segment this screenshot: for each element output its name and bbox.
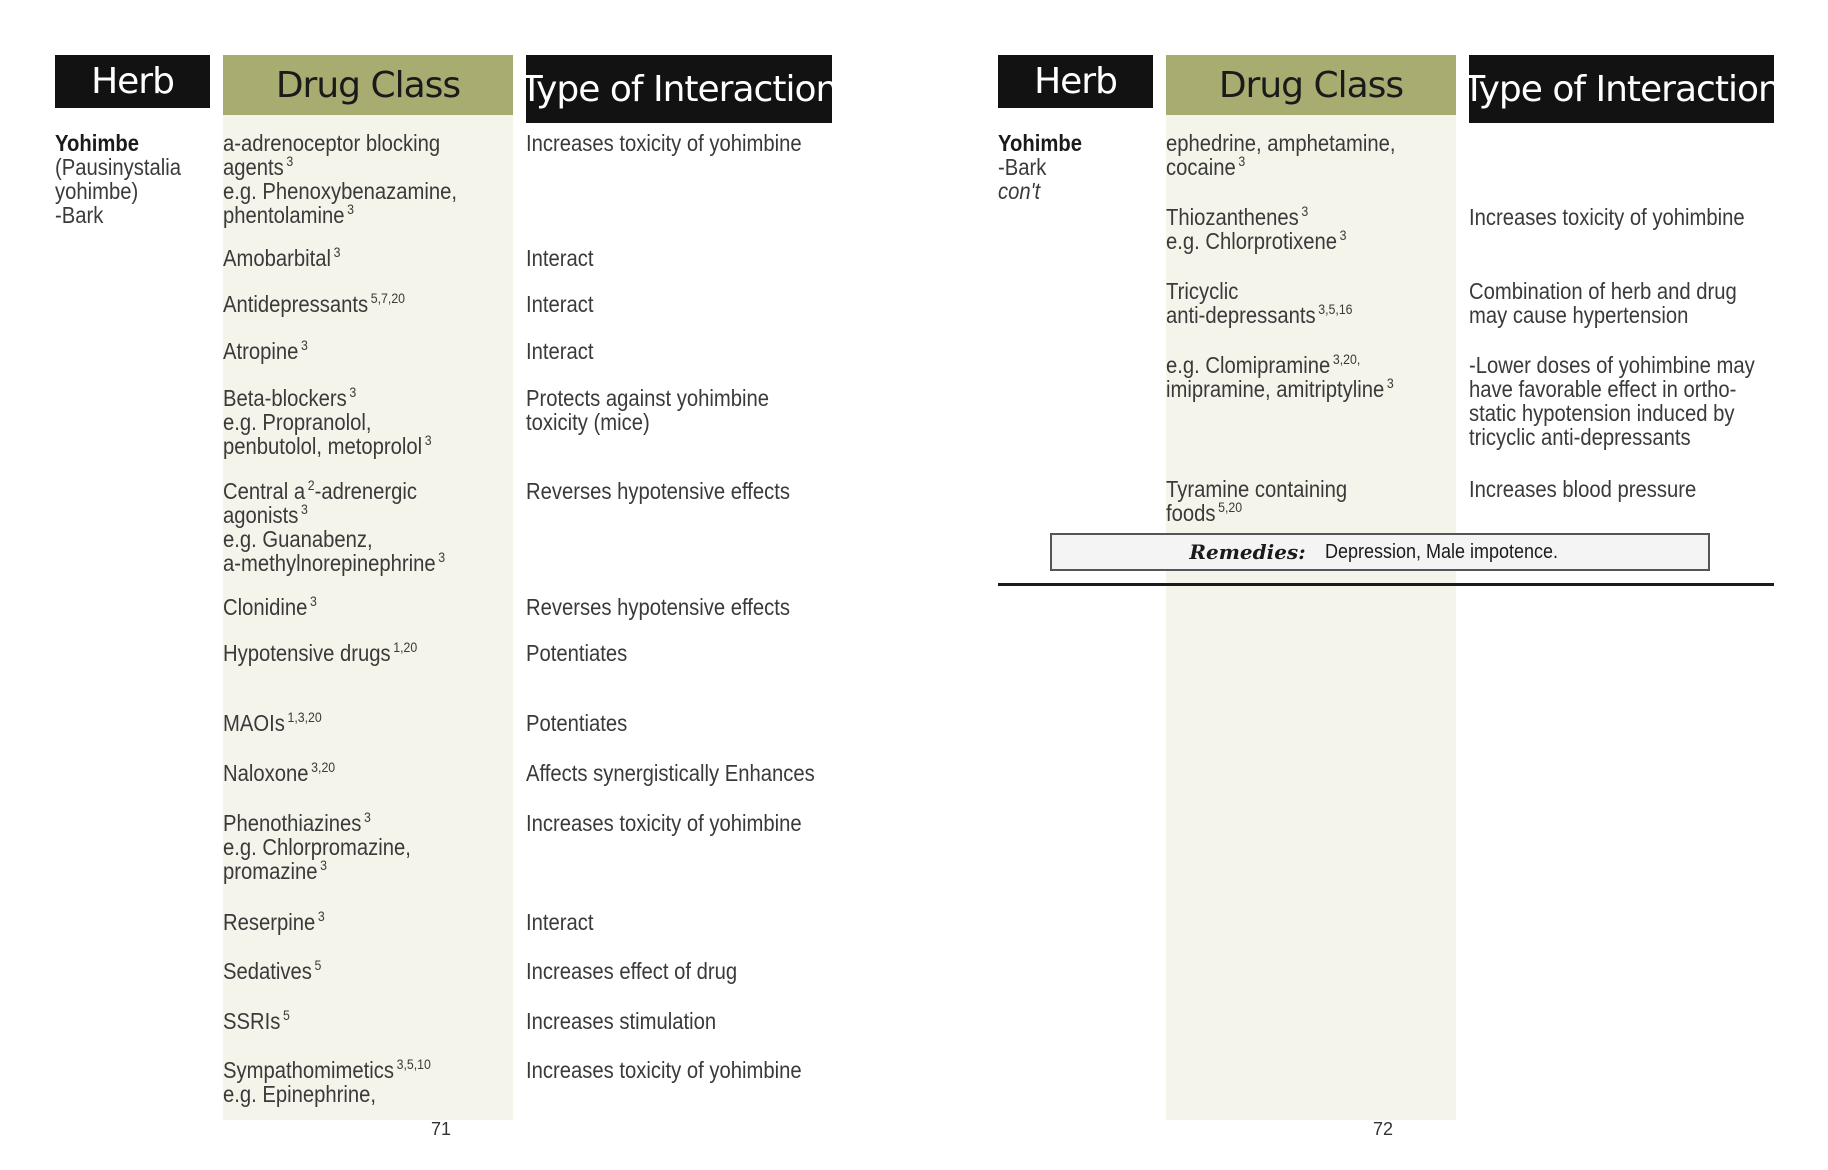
interaction-cell	[526, 595, 790, 619]
text-line	[223, 859, 411, 883]
text-line: MAOIs	[223, 710, 285, 736]
text-line	[223, 1009, 290, 1033]
reference-superscript: 3,20	[311, 759, 336, 775]
text-line	[223, 811, 411, 835]
text-line: anti-depressants	[1166, 302, 1316, 328]
remedies-box	[1050, 533, 1710, 571]
text-line	[223, 179, 457, 203]
interaction-cell	[526, 959, 737, 983]
reference-superscript: 3,20,	[1332, 351, 1361, 367]
reference-superscript: 3	[364, 809, 371, 825]
text-line	[223, 527, 445, 551]
remedies-text: Depression, Male impotence.	[1324, 540, 1558, 563]
text-line: toxicity (mice)	[526, 409, 650, 435]
text-line: e.g. Chlorprotixene	[1166, 228, 1338, 254]
text-line: Increases toxicity of yohimbine	[526, 810, 802, 836]
text-line	[1166, 205, 1347, 229]
interaction-cell	[1469, 477, 1696, 501]
reference-superscript: 3	[1301, 203, 1309, 219]
text-line: cocaine	[1166, 154, 1236, 180]
text-line: a-methylnorepinephrine	[223, 550, 436, 576]
interaction-cell	[526, 1058, 802, 1082]
text-line: Reverses hypotensive effects	[526, 478, 791, 504]
text-line	[223, 910, 325, 934]
text-line: Tyramine containing	[1166, 476, 1348, 502]
reference-superscript: 5,7,20	[370, 290, 406, 306]
text-line	[1166, 303, 1353, 327]
drug-class-header: Drug Class	[223, 55, 513, 115]
drug-class-cell	[223, 1058, 431, 1106]
text-line: Reverses hypotensive effects	[526, 594, 791, 620]
drug-class-cell	[223, 339, 308, 363]
text-line	[223, 434, 432, 458]
drug-class-cell	[223, 811, 411, 883]
herb-detail: -Bark	[55, 202, 104, 228]
text-line: penbutolol, metoprolol	[223, 433, 423, 459]
herb-cell	[998, 131, 1082, 203]
drug-class-cell	[223, 595, 317, 619]
reference-superscript: 5	[283, 1007, 290, 1023]
reference-superscript: 3	[1339, 227, 1347, 243]
text-line: Clonidine	[223, 594, 308, 620]
interaction-cell	[526, 479, 790, 503]
interaction-cell	[1469, 353, 1755, 449]
text-line	[223, 292, 405, 316]
text-line: Increases effect of drug	[526, 958, 738, 984]
text-line: -adrenergic	[314, 478, 418, 504]
text-line: phentolamine	[223, 202, 345, 228]
interaction-cell	[1469, 279, 1737, 327]
reference-superscript: 3	[349, 384, 357, 400]
interaction-header: Type of Interaction	[526, 55, 832, 123]
text-line	[223, 339, 308, 363]
drug-class-cell	[1166, 279, 1353, 327]
reference-superscript: 5	[314, 957, 322, 973]
text-line: e.g. Phenoxybenazamine,	[223, 178, 458, 204]
interaction-cell	[1469, 205, 1745, 229]
text-line	[223, 386, 432, 410]
drug-class-cell	[223, 711, 322, 735]
text-line: Potentiates	[526, 640, 628, 666]
reference-superscript: 3	[438, 549, 446, 565]
text-line	[223, 835, 411, 859]
section-end-rule	[998, 583, 1774, 586]
reference-superscript: 3	[320, 857, 328, 873]
herb-detail: (Pausinystalia	[55, 154, 182, 180]
drug-class-cell	[1166, 205, 1347, 253]
text-line: Increases blood pressure	[1469, 476, 1697, 502]
interaction-cell	[526, 386, 769, 434]
interaction-cell	[526, 339, 594, 363]
reference-superscript: 3	[310, 593, 317, 609]
reference-superscript: 2	[307, 477, 315, 493]
text-line: promazine	[223, 858, 318, 884]
text-line: Sedatives	[223, 958, 312, 984]
reference-superscript: 3	[333, 244, 341, 260]
text-line: agents	[223, 154, 284, 180]
drug-class-cell	[1166, 477, 1347, 525]
text-line: ephedrine, amphetamine,	[1166, 130, 1396, 156]
drug-class-cell	[223, 292, 405, 316]
drug-class-cell	[223, 761, 335, 785]
text-line: Reserpine	[223, 909, 316, 935]
text-line: Central a	[223, 478, 306, 504]
interaction-cell	[526, 761, 815, 785]
text-line	[223, 551, 445, 575]
text-line: have favorable effect in ortho-	[1469, 376, 1737, 402]
text-line: Sympathomimetics	[223, 1057, 394, 1083]
drug-class-cell	[1166, 131, 1396, 179]
text-line: Combination of herb and drug	[1469, 278, 1737, 304]
text-line: agonists	[223, 502, 299, 528]
text-line	[223, 761, 335, 785]
text-line: Amobarbital	[223, 245, 332, 271]
text-line: -Lower doses of yohimbine may	[1469, 352, 1755, 378]
reference-superscript: 3	[347, 201, 355, 217]
herb-detail: -Bark	[998, 154, 1047, 180]
text-line	[223, 155, 457, 179]
text-line: Phenothiazines	[223, 810, 362, 836]
text-line	[223, 595, 317, 619]
page-number: 72	[1373, 1119, 1394, 1139]
herb-detail: yohimbe)	[55, 178, 139, 204]
text-line: Naloxone	[223, 760, 309, 786]
text-line: SSRIs	[223, 1008, 281, 1034]
drug-class-header: Drug Class	[1166, 55, 1456, 115]
reference-superscript: 3	[286, 153, 294, 169]
herb-name: Yohimbe	[55, 130, 139, 156]
text-line: tricyclic anti-depressants	[1469, 424, 1691, 450]
text-line: e.g. Chlorpromazine,	[223, 834, 411, 860]
text-line: Increases toxicity of yohimbine	[1469, 204, 1745, 230]
text-line	[1166, 477, 1347, 501]
reference-superscript: 3	[424, 432, 432, 448]
herb-header: Herb	[55, 55, 210, 108]
interaction-cell	[526, 910, 594, 934]
drug-class-cell	[223, 479, 445, 575]
text-line	[223, 246, 341, 270]
interaction-cell	[526, 292, 594, 316]
text-line: e.g. Guanabenz,	[223, 526, 373, 552]
text-line: imipramine, amitriptyline	[1166, 376, 1385, 402]
drug-class-cell	[223, 246, 341, 270]
interaction-header: Type of Interaction	[1469, 55, 1774, 123]
page-number: 71	[431, 1119, 452, 1139]
text-line: e.g. Propranolol,	[223, 409, 372, 435]
text-line: Atropine	[223, 338, 299, 364]
text-line: a-adrenoceptor blocking	[223, 130, 441, 156]
text-line: Potentiates	[526, 710, 628, 736]
text-line: Increases toxicity of yohimbine	[526, 1057, 802, 1083]
text-line: Affects synergistically Enhances	[526, 760, 815, 786]
text-line: Protects against yohimbine	[526, 385, 770, 411]
herb-header: Herb	[998, 55, 1153, 108]
text-line: Increases stimulation	[526, 1008, 717, 1034]
text-line: e.g. Epinephrine,	[223, 1081, 377, 1107]
text-line	[1166, 131, 1396, 155]
interaction-cell	[526, 711, 627, 735]
reference-superscript: 3	[1238, 153, 1246, 169]
text-line	[1166, 279, 1353, 303]
text-line	[223, 641, 417, 665]
text-line	[1166, 501, 1347, 525]
text-line: Interact	[526, 338, 594, 364]
interaction-cell	[526, 1009, 716, 1033]
interaction-cell	[526, 641, 627, 665]
text-line: static hypotension induced by	[1469, 400, 1735, 426]
text-line: Interact	[526, 291, 594, 317]
reference-superscript: 3,5,16	[1318, 301, 1353, 317]
interaction-cell	[526, 131, 802, 155]
text-line	[223, 503, 445, 527]
text-line	[223, 959, 321, 983]
drug-class-cell	[223, 910, 325, 934]
text-line	[223, 131, 457, 155]
text-line	[223, 1058, 431, 1082]
text-line: Interact	[526, 245, 594, 271]
drug-class-cell	[223, 641, 417, 665]
text-line: Thiozanthenes	[1166, 204, 1299, 230]
drug-class-cell	[223, 131, 457, 227]
reference-superscript: 1,20	[393, 639, 418, 655]
text-line	[223, 711, 322, 735]
reference-superscript: 3,5,10	[396, 1056, 431, 1072]
text-line	[1166, 155, 1396, 179]
reference-superscript: 3	[301, 501, 308, 517]
herb-cell	[55, 131, 181, 227]
text-line	[223, 479, 445, 503]
reference-superscript: 5,20	[1218, 499, 1243, 515]
interaction-cell	[526, 246, 594, 270]
drug-class-cell	[223, 1009, 290, 1033]
drug-class-cell	[223, 386, 432, 458]
text-line: may cause hypertension	[1469, 302, 1689, 328]
text-line: foods	[1166, 500, 1216, 526]
text-line: Tricyclic	[1166, 278, 1239, 304]
text-line: Interact	[526, 909, 594, 935]
reference-superscript: 3	[301, 337, 308, 353]
text-line: Beta-blockers	[223, 385, 347, 411]
text-line	[1166, 377, 1394, 401]
text-line: Increases toxicity of yohimbine	[526, 130, 802, 156]
reference-superscript: 3	[1386, 375, 1394, 391]
text-line: Antidepressants	[223, 291, 369, 317]
drug-class-cell	[223, 959, 321, 983]
interaction-cell	[526, 811, 802, 835]
drug-class-cell	[1166, 353, 1394, 401]
text-line	[1166, 353, 1394, 377]
reference-superscript: 3	[317, 908, 325, 924]
text-line	[223, 1082, 431, 1106]
herb-name: Yohimbe	[998, 130, 1082, 156]
text-line	[223, 410, 432, 434]
text-line: e.g. Clomipramine	[1166, 352, 1331, 378]
continued-label: con't	[998, 178, 1041, 204]
reference-superscript: 1,3,20	[287, 709, 322, 725]
text-line	[223, 203, 457, 227]
remedies-label: Remedies:	[1189, 540, 1306, 564]
text-line	[1166, 229, 1347, 253]
text-line: Hypotensive drugs	[223, 640, 391, 666]
